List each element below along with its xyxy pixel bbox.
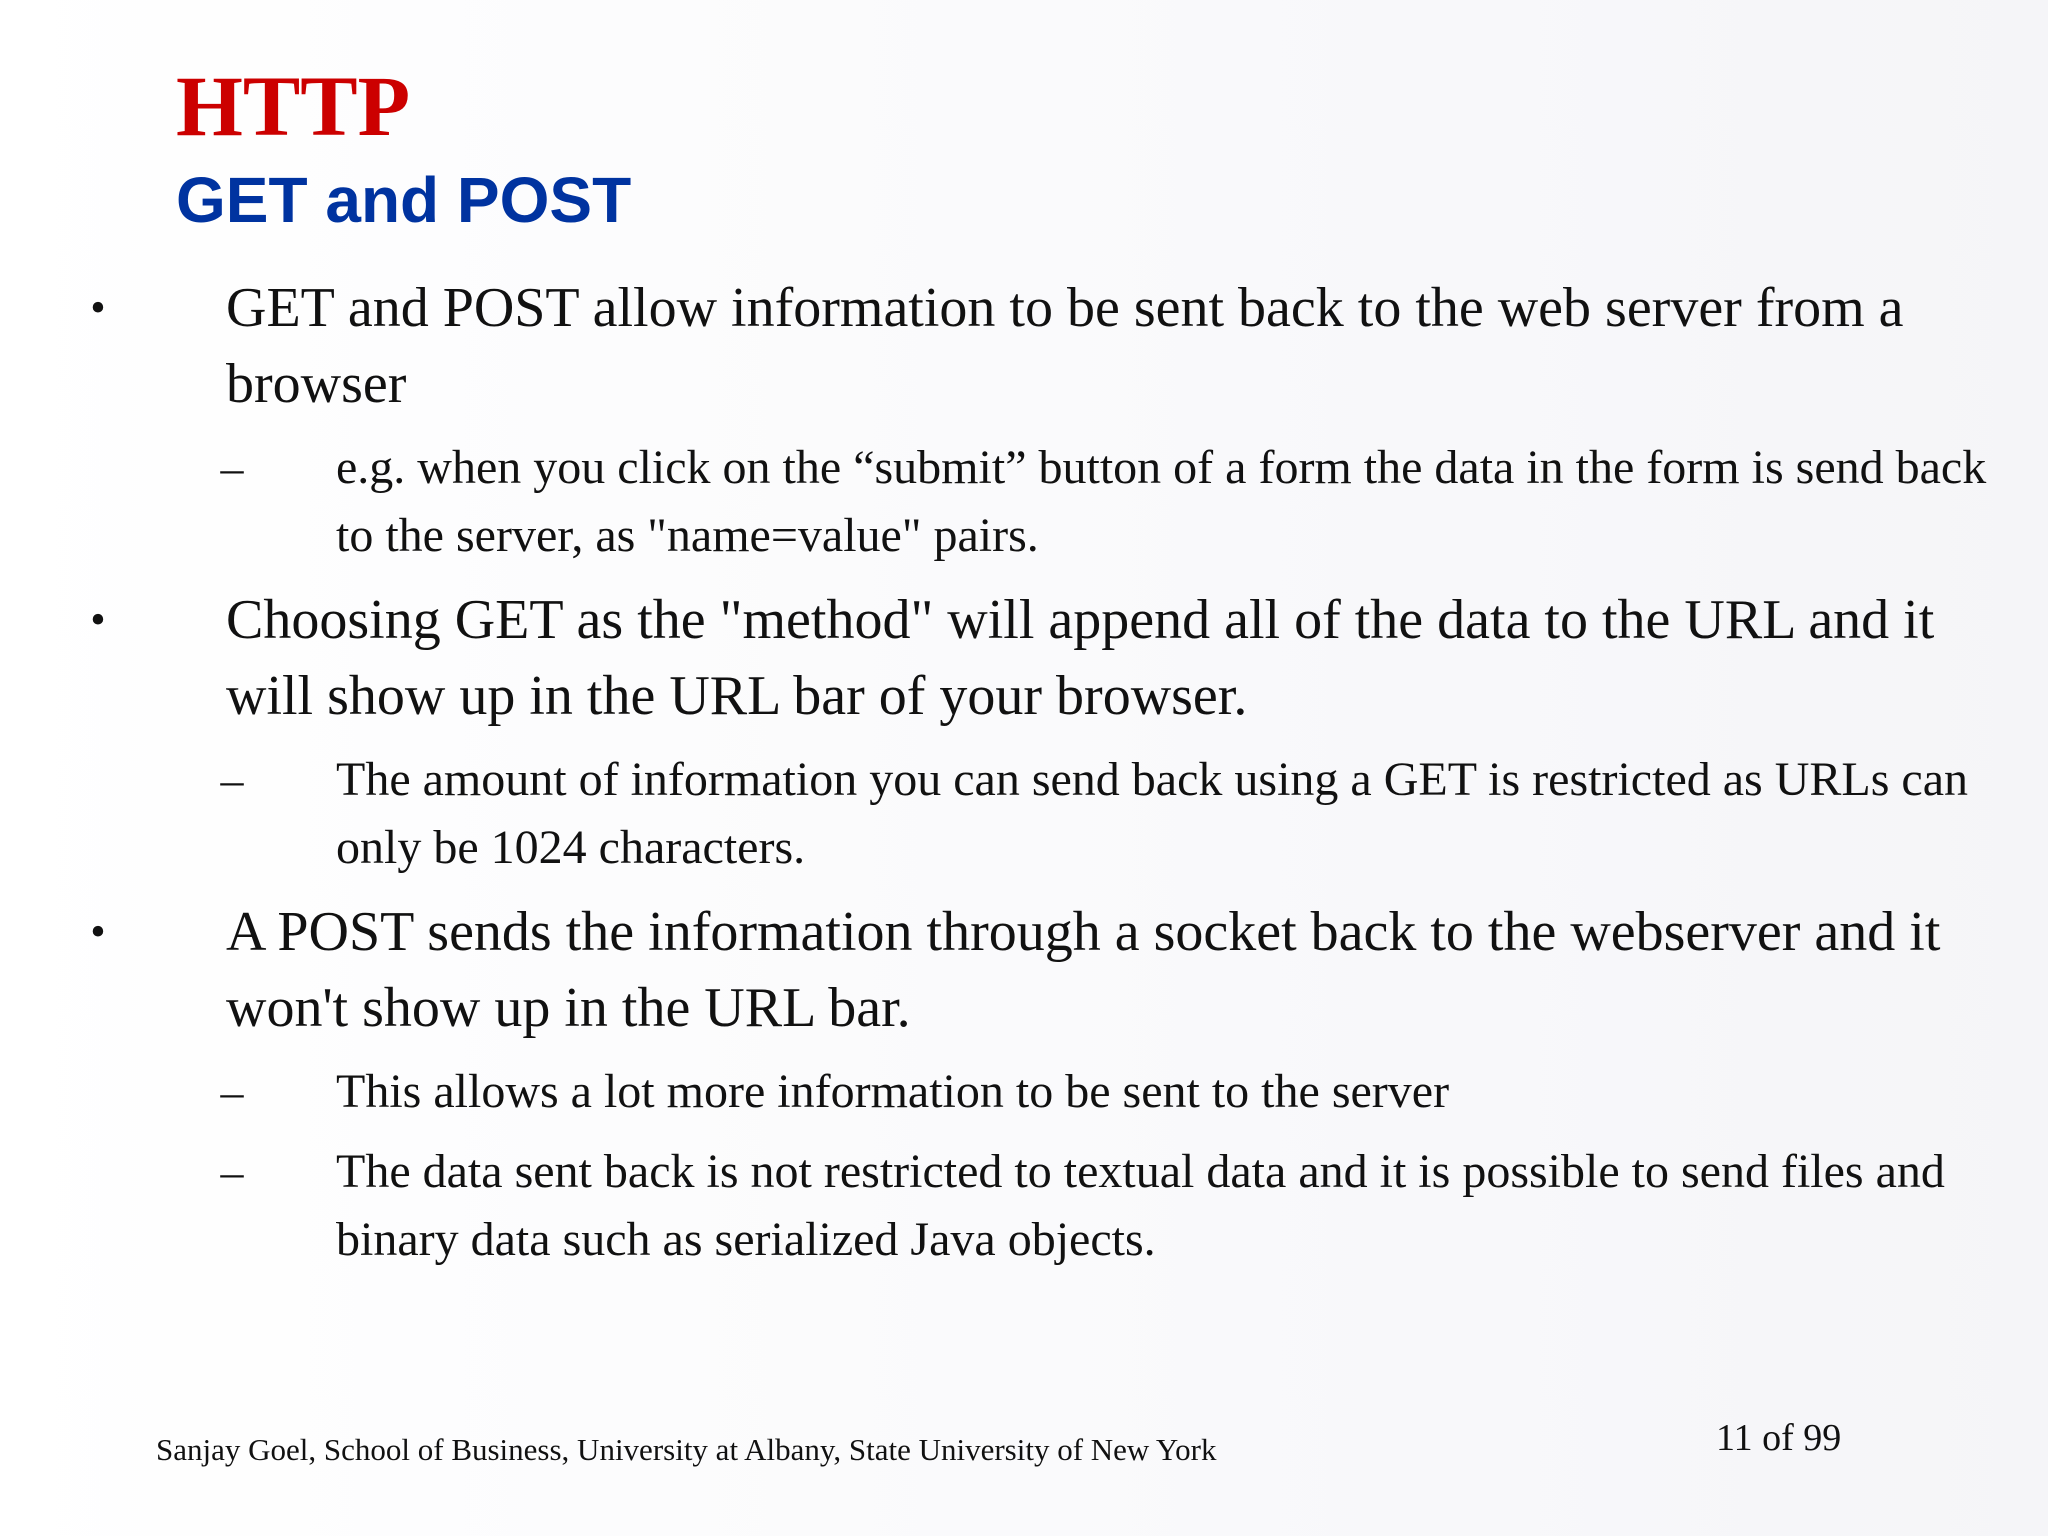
sub-bullet-text: The data sent back is not restricted to textual data and it is possible to send files and binary data such as serialized Java objects. [336,1145,1945,1266]
sub-bullet-item [0,746,2048,882]
slide-content [0,270,2048,1286]
bullet-item [0,894,2048,1046]
page-number: 11 of 99 [1716,1417,1842,1459]
slide-footer: Sanjay Goel, School of Business, University at Albany, State University of New York [156,1432,1217,1467]
dash-marker: – [220,1146,244,1197]
sub-bullet-text: e.g. when you click on the “submit” button of a form the data in the form is send back to the server, as "name=value" pairs. [336,441,1987,562]
bullet-marker: • [90,595,106,644]
dash-marker: – [220,754,244,805]
sub-bullet-item [0,1138,2048,1274]
slide-subtitle: GET and POST [176,164,632,236]
bullet-marker: • [90,907,106,956]
bullet-text: Choosing GET as the "method" will append all of the data to the URL and it will show up in the URL bar of your browser. [226,589,1935,727]
bullet-text: A POST sends the information through a socket back to the webserver and it won't show up in the URL bar. [226,901,1941,1039]
bullet-text: GET and POST allow information to be sent back to the web server from a browser [226,277,1904,415]
sub-bullet-item [0,434,2048,570]
dash-marker: – [220,1066,244,1117]
dash-marker: – [220,442,244,493]
sub-bullet-text: This allows a lot more information to be sent to the server [336,1065,1450,1118]
slide-title: HTTP [176,58,411,154]
bullet-marker: • [90,283,106,332]
sub-bullet-text: The amount of information you can send back using a GET is restricted as URLs can only be 1024 characters. [336,753,1969,874]
sub-bullet-item [0,1058,2048,1126]
bullet-item [0,582,2048,734]
bullet-item [0,270,2048,422]
